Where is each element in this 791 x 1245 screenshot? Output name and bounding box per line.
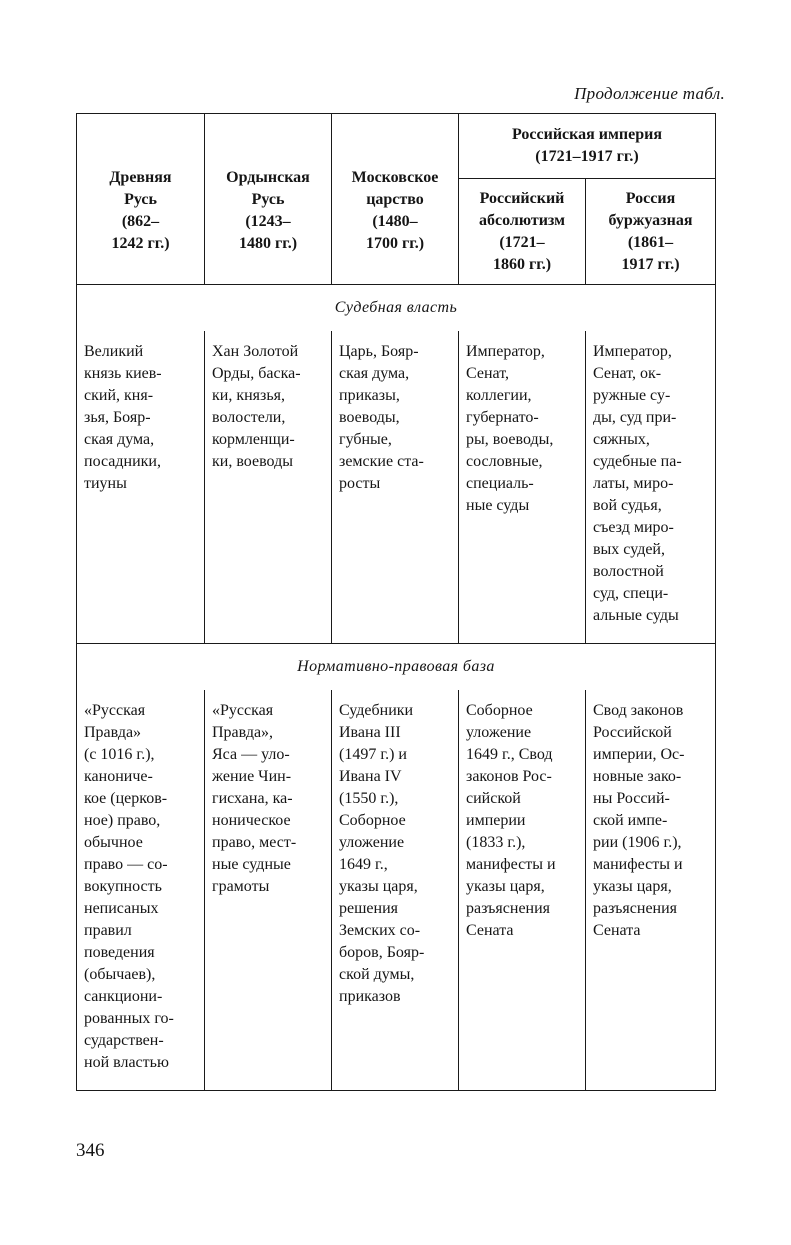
cell-line: Соборное [339, 812, 406, 829]
cell-line: ное) право, [84, 812, 161, 829]
cell-line: право — со- [84, 856, 168, 873]
cell-line: уложение [339, 834, 405, 851]
cell-line: кормленщи- [212, 431, 295, 448]
table-cell [332, 331, 459, 644]
cell-line: 1649 г., Свод [466, 746, 553, 763]
cell-line: волостной [593, 563, 664, 580]
cell-line: Земских со- [339, 922, 421, 939]
cell-line: разъяснения [466, 900, 551, 917]
table-continuation-caption: Продолжение табл. [574, 84, 725, 103]
cell-line: неписаных [84, 900, 159, 917]
cell-line: альные суды [593, 607, 679, 624]
cell-line: ные судные [212, 856, 291, 873]
cell-line: коллегии, [466, 387, 532, 404]
cell-line: указы царя, [466, 878, 545, 895]
cell-line: суд, специ- [593, 585, 669, 602]
cell-line: новные зако- [593, 768, 682, 785]
header-line: (862– [121, 213, 160, 230]
cell-line: ской думы, [339, 966, 415, 983]
cell-line: Свод законов [593, 702, 684, 719]
cell-line: приказов [339, 988, 401, 1005]
cell-line: право, мест- [212, 834, 297, 851]
cell-line: жение Чин- [212, 768, 292, 785]
cell-line: обычное [84, 834, 143, 851]
cell-line: Сената [593, 922, 641, 939]
header-line: Русь [251, 191, 285, 208]
cell-line: судебные па- [593, 453, 682, 470]
table-cell [586, 690, 716, 1091]
header-line: 1242 гг.) [111, 235, 170, 252]
cell-line: «Русская [212, 702, 274, 719]
cell-line: ская дума, [84, 431, 155, 448]
cell-line: Император, [466, 343, 545, 360]
cell-line: империи, Ос- [593, 746, 685, 763]
header-russian-absolutism [459, 179, 586, 285]
cell-line: тиуны [84, 475, 127, 492]
cell-line: губернато- [466, 409, 539, 426]
cell-line: Правда» [84, 724, 142, 741]
cell-line: решения [339, 900, 399, 917]
cell-line: грамоты [212, 878, 270, 895]
header-line: Ордынская [226, 169, 310, 186]
cell-line: ская дума, [339, 365, 410, 382]
cell-line: Правда», [212, 724, 274, 741]
cell-line: империи [466, 812, 526, 829]
cell-line: Ивана IV [339, 768, 402, 785]
cell-line: Сената [466, 922, 514, 939]
header-line: Российский [479, 189, 565, 207]
table-cell [586, 331, 716, 644]
table-cell [459, 690, 586, 1091]
cell-line: сяжных, [593, 431, 650, 448]
cell-line: (1550 г.), [339, 790, 399, 807]
header-line: (1480– [372, 213, 418, 230]
header-line: Древняя [109, 169, 172, 186]
cell-line: ский, кня- [84, 387, 154, 404]
header-line: царство [366, 191, 424, 208]
section-title-legal-basis: Нормативно-правовая база [77, 644, 716, 691]
cell-line: Великий [84, 343, 144, 360]
header-line: 1860 гг.) [492, 255, 552, 273]
cell-line: зья, Бояр- [84, 409, 151, 426]
header-moscow-tsardom [332, 114, 459, 285]
cell-line: воеводы, [339, 409, 400, 426]
cell-line: посадники, [84, 453, 161, 470]
cell-line: разъяснения [593, 900, 678, 917]
cell-line: (1497 г.) и [339, 746, 407, 763]
page-number: 346 [76, 1140, 105, 1161]
table-cell [205, 331, 332, 644]
header-bourgeois-russia [586, 179, 716, 285]
cell-line: ружные су- [593, 387, 671, 404]
cell-line: рованных го- [84, 1010, 174, 1027]
cell-line: Царь, Бояр- [339, 343, 419, 360]
cell-line: Яса — уло- [212, 746, 290, 763]
cell-line: Сенат, ок- [593, 365, 662, 382]
cell-line: кое (церков- [84, 790, 168, 807]
header-line: Россия [625, 189, 676, 207]
cell-line: вых судей, [593, 541, 665, 558]
header-line: абсолютизм [478, 211, 566, 229]
cell-line: Судебники [339, 702, 414, 719]
section-title-judicial-power: Судебная власть [77, 285, 716, 332]
table-cell [205, 690, 332, 1091]
cell-line: боров, Бояр- [339, 944, 425, 961]
cell-line: Ивана III [339, 724, 401, 741]
cell-line: манифесты и [593, 856, 683, 873]
cell-line: губные, [339, 431, 392, 448]
table-cell [332, 690, 459, 1091]
cell-line: ской импе- [593, 812, 668, 829]
cell-line: латы, миро- [593, 475, 674, 492]
cell-line: ные суды [466, 497, 530, 514]
cell-line: (1833 г.), [466, 834, 526, 851]
cell-line: канониче- [84, 768, 153, 785]
cell-line: правил [84, 922, 132, 939]
header-russian-empire [459, 114, 716, 179]
cell-line: вой судья, [593, 497, 662, 514]
header-line: 1917 гг.) [621, 255, 680, 273]
cell-line: ры, воеводы, [466, 431, 554, 448]
cell-line: указы царя, [339, 878, 418, 895]
cell-line: земские ста- [339, 453, 424, 470]
cell-line: вокупность [84, 878, 162, 895]
cell-line: 1649 г., [339, 856, 388, 873]
table-cell [77, 331, 205, 644]
cell-line: Император, [593, 343, 672, 360]
cell-line: гисхана, ка- [212, 790, 293, 807]
cell-line: волостели, [212, 409, 286, 426]
cell-line: ноническое [212, 812, 291, 829]
cell-line: ны Россий- [593, 790, 670, 807]
header-line: 1480 гг.) [238, 235, 298, 252]
cell-line: специаль- [466, 475, 534, 492]
cell-line: указы царя, [593, 878, 672, 895]
cell-line: «Русская [84, 702, 146, 719]
header-horde-rus [205, 114, 332, 285]
header-line: Русь [124, 191, 157, 208]
header-line: (1861– [627, 233, 674, 251]
table-cell [77, 690, 205, 1091]
cell-line: сийской [466, 790, 521, 807]
cell-line: санкциони- [84, 988, 163, 1005]
cell-line: поведения [84, 944, 155, 961]
cell-line: росты [339, 475, 381, 492]
header-line: Российская империя [512, 126, 662, 143]
cell-line: ки, князья, [212, 387, 286, 404]
header-ancient-rus [77, 114, 205, 285]
header-line: 1700 гг.) [365, 235, 425, 252]
cell-line: (с 1016 г.), [84, 746, 155, 763]
cell-line: (обычаев), [84, 966, 156, 983]
cell-line: сословные, [466, 453, 543, 470]
header-line: (1721– [499, 233, 545, 251]
cell-line: ной властью [84, 1054, 169, 1071]
cell-line: Орды, баска- [212, 365, 301, 382]
cell-line: Соборное [466, 702, 533, 719]
cell-line: ки, воеводы [212, 453, 293, 470]
header-line: буржуазная [608, 211, 693, 229]
table-cell [459, 331, 586, 644]
cell-line: манифесты и [466, 856, 556, 873]
cell-line: князь киев- [84, 365, 162, 382]
header-line: (1243– [245, 213, 291, 230]
cell-line: законов Рос- [466, 768, 552, 785]
cell-line: Хан Золотой [212, 343, 299, 360]
cell-line: съезд миро- [593, 519, 674, 536]
header-line: (1721–1917 гг.) [535, 148, 639, 165]
cell-line: ды, суд при- [593, 409, 677, 426]
cell-line: сударствен- [84, 1032, 164, 1049]
cell-line: уложение [466, 724, 532, 741]
cell-line: рии (1906 г.), [593, 834, 682, 851]
header-line: Московское [351, 169, 439, 186]
history-table [76, 113, 716, 1091]
cell-line: приказы, [339, 387, 400, 404]
cell-line: Сенат, [466, 365, 510, 382]
cell-line: Российской [593, 724, 672, 741]
